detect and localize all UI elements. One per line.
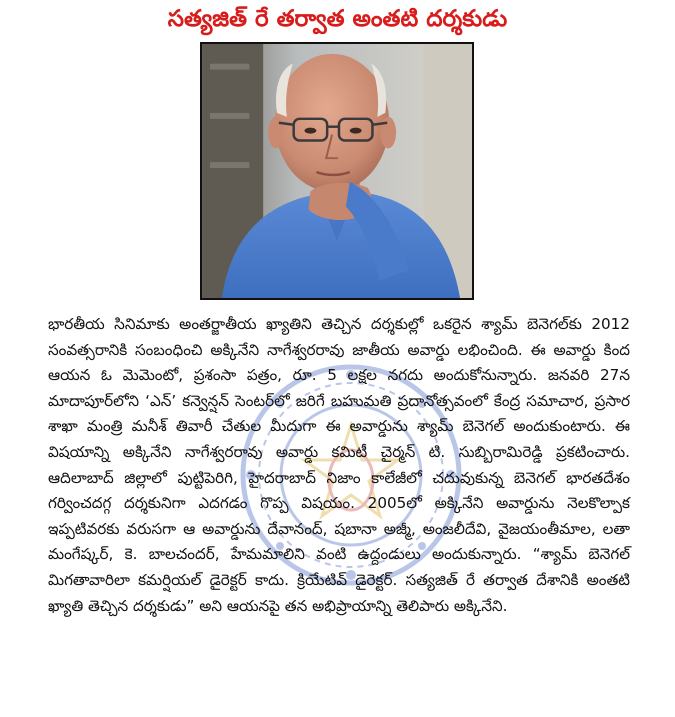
article-body: భారతీయ సినిమాకు అంతర్జాతీయ ఖ్యాతిని తెచ్చిన దర్శకుల్లో ఒకరైన శ్యామ్ బెనెగల్‌కు 2012 సంవత్సరానికి సంబంధించి అక్కినేని నాగేశ్వరరావు జాతీయ అవార్డు లభించింది. ఈ అవార్డు కింద ఆయన ఓ మెమెంటో, ప్రశంసా పత్రం, రూ. 5 లక్షల నగదు అందుకోనున్నారు. జనవరి 27న మాదాపూర్‌లోని ‘ఎన్’ కన్వెన్షన్ సెంటర్‌లో జరిగే బహుమతి ప్రదానోత్సవంలో కేంద్ర సమాచార, ప్రసార శాఖా మంత్రి మనీశ్ తివారీ చేతుల మీదుగా ఈ అవార్డును శ్యామ్ బెనెగల్ అందుకుంటారు. ఈ విషయాన్ని అక్కినేని నాగేశ్వరరావు అవార్డు కమిటీ చైర్మన్ టి. సుబ్బిరామిరెడ్డి ప్రకటించారు. ఆదిలాబాద్ జిల్లాలో పుట్టిపెరిగి, హైదరాబాద్ నిజాం కాలేజీలో చదువుకున్న బెనెగల్ భారతదేశం గర్వించదగ్గ దర్శకునిగా ఎదగడం గొప్ప విషయం. 2005లో అక్కినేని అవార్డును నెలకొల్పాక ఇప్పటివరకు వరుసగా ఆ అవార్డును దేవానంద్, షబానా అజ్మీ, అంజలీదేవి, వైజయంతీమాల, లతా మంగేష్కర్, కె. బాలచందర్, హేమమాలిని వంటి ఉద్దండులు అందుకున్నారు. “శ్యామ్ బెనెగల్ మిగతావారిలా కమర్షియల్ డైరెక్టర్ కాదు. క్రియేటివ్ డైరెక్టర్. సత్యజిత్ రే తర్వాత దేశానికి అంతటి ఖ్యాతి తెచ్చిన దర్శకుడు” అని ఆయనపై తన అభిప్రాయాన్ని తెలిపారు అక్కినేని. [48, 315, 630, 615]
article-headline: సత్యజిత్ రే తర్వాత అంతటి దర్శకుడు [167, 6, 508, 32]
portrait-photo [200, 42, 474, 300]
portrait-illustration [202, 44, 472, 298]
